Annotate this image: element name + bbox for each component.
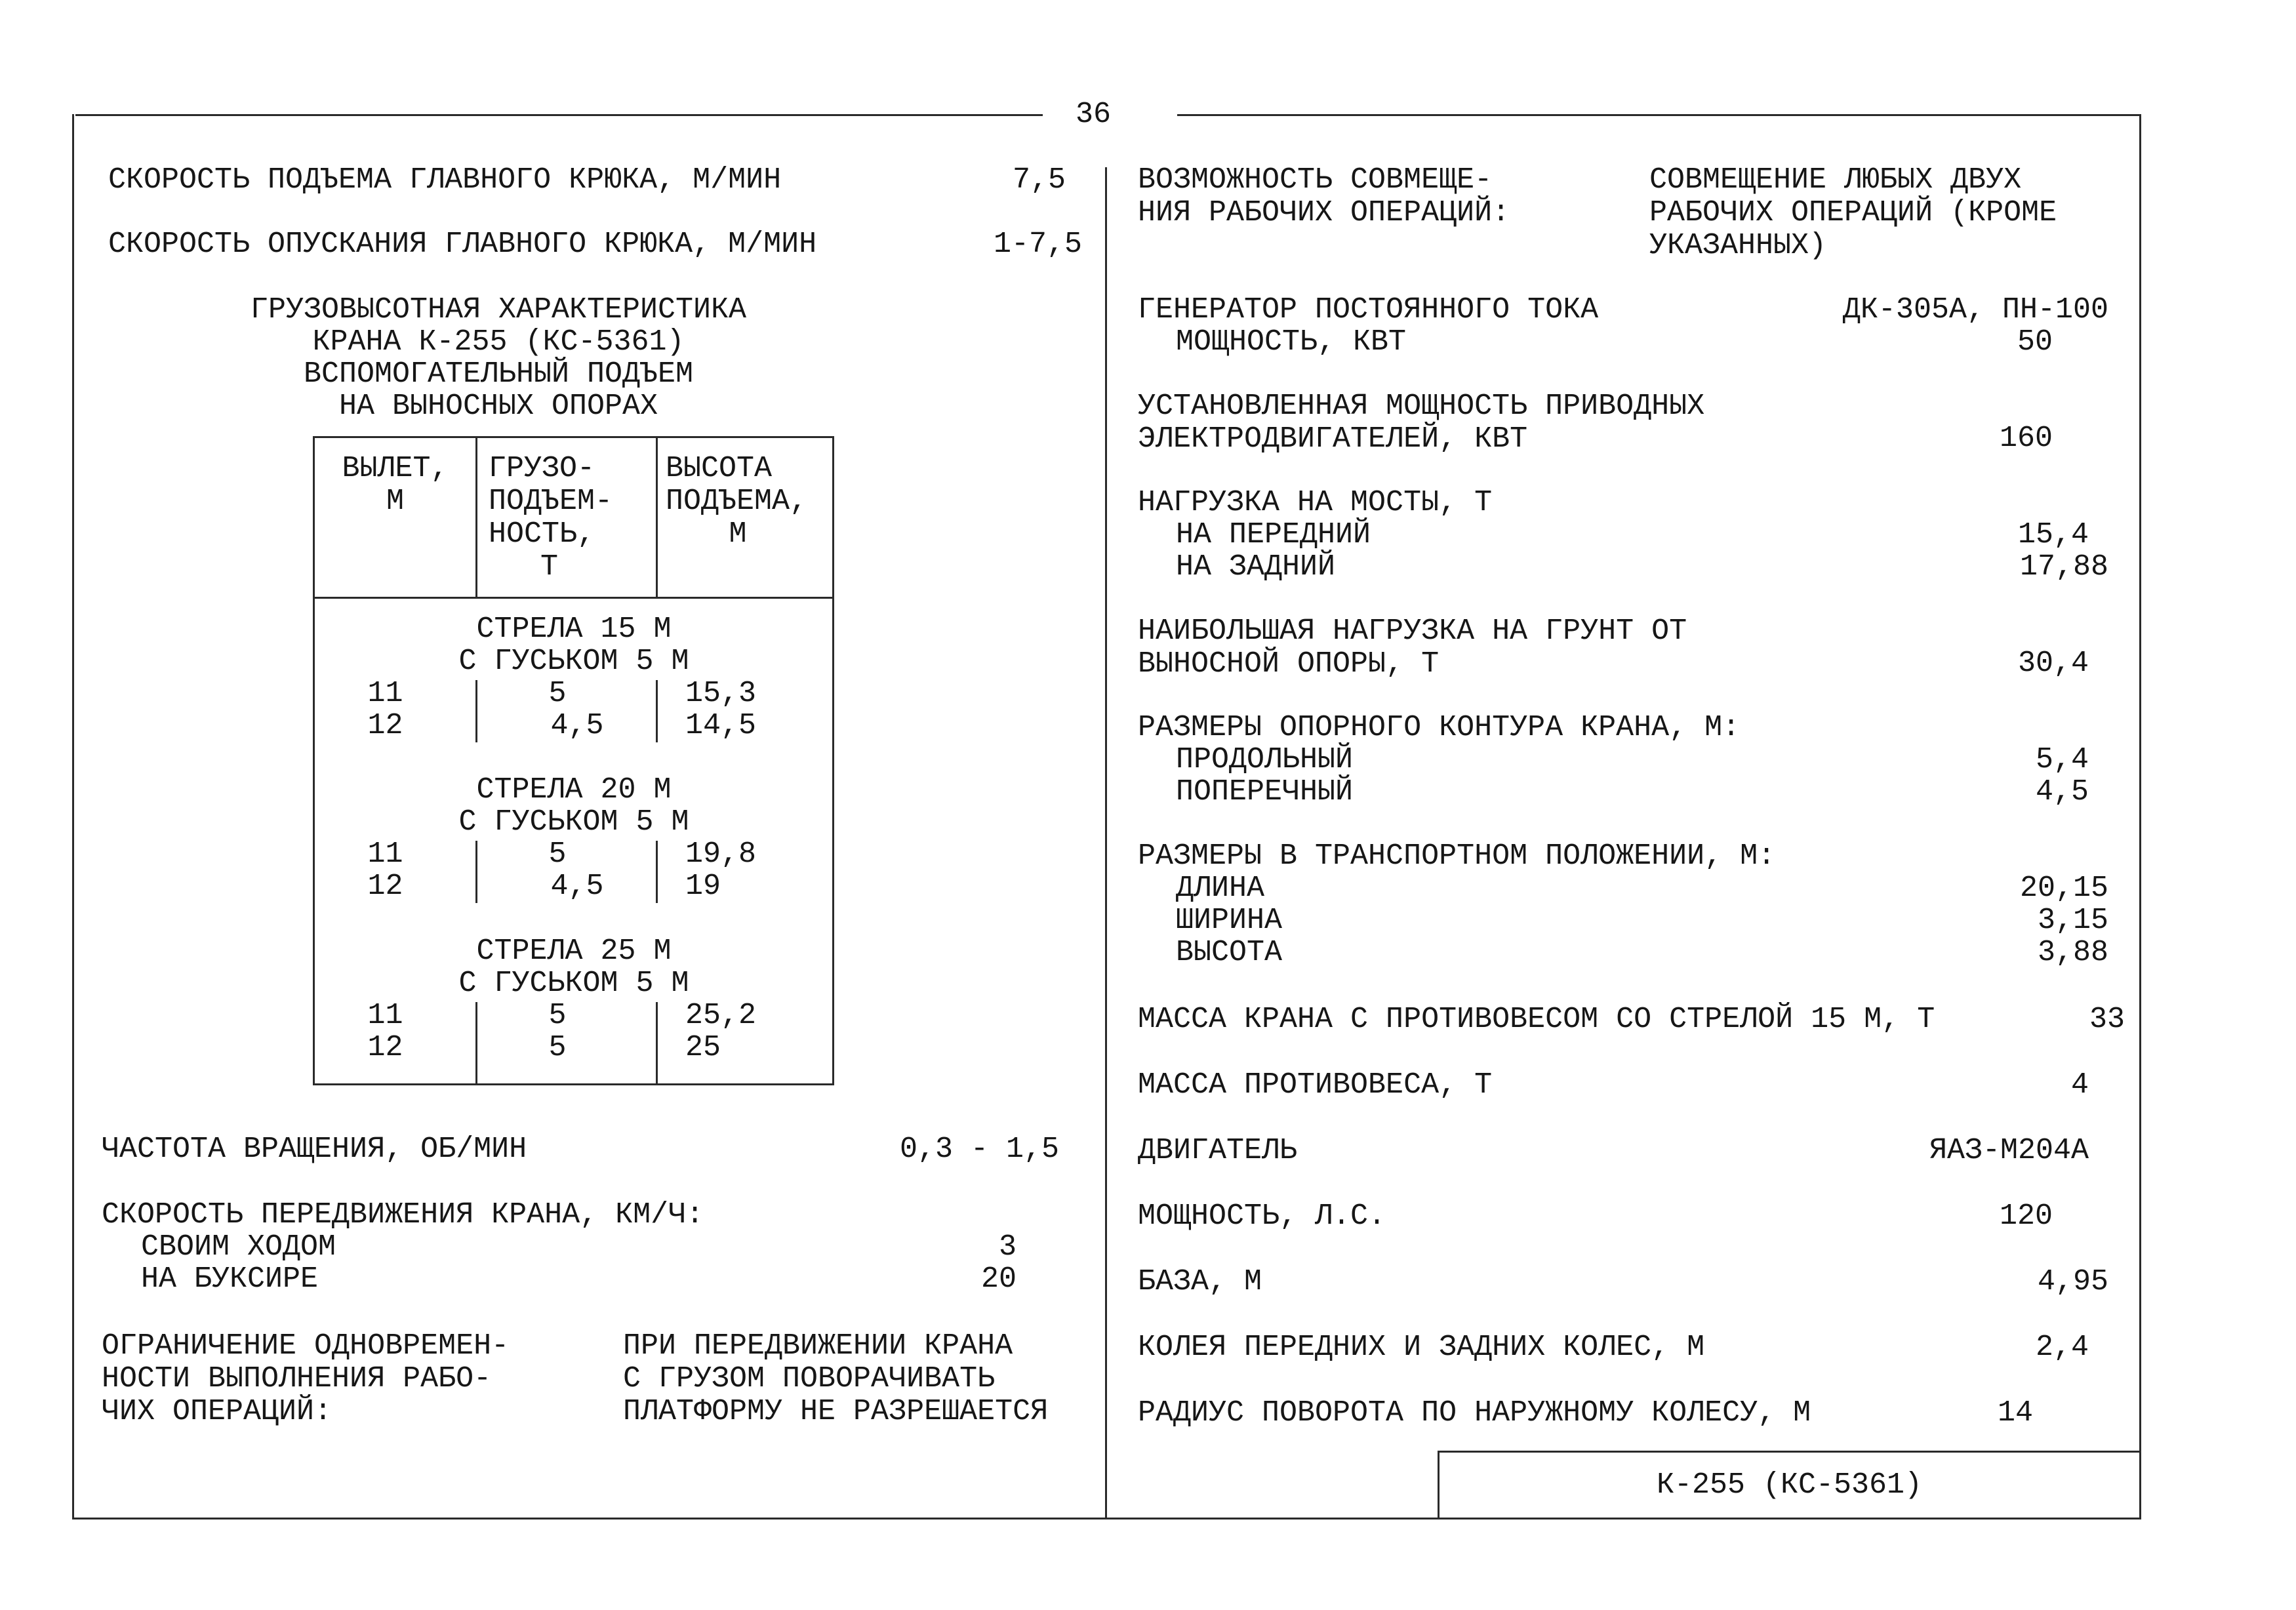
support-contour-item-value: 4,5 — [2035, 775, 2089, 809]
table-cell: 5 — [548, 1031, 567, 1064]
table-cell: 14,5 — [685, 709, 757, 742]
combination-value-line: РАБОЧИХ ОПЕРАЦИЙ (КРОМЕ — [1649, 196, 2057, 230]
combination-value — [1649, 164, 2057, 262]
table-cell: 11 — [367, 999, 403, 1032]
travel-speed-item-value: 20 — [980, 1262, 1017, 1296]
crane-mass-value: 33 — [2089, 1003, 2125, 1036]
restriction-value-line: ПРИ ПЕРЕДВИЖЕНИИ КРАНА — [623, 1329, 1013, 1363]
header-capacity-line: НОСТЬ, — [489, 517, 595, 551]
combination-value-line: СОВМЕЩЕНИЕ ЛЮБЫХ ДВУХ — [1649, 163, 2022, 197]
rotation-value: 0,3 - 1,5 — [899, 1133, 1059, 1166]
header-height — [666, 453, 833, 551]
boom-group-title: СТРЕЛА 20 М — [476, 773, 672, 807]
axle-load-item-value: 15,4 — [2017, 518, 2089, 552]
table-header-col-2 — [656, 436, 658, 598]
frame-top-right — [1177, 114, 2141, 116]
table-header-col-1 — [475, 436, 477, 598]
table-title-line-4: НА ВЫНОСНЫХ ОПОРАХ — [338, 390, 658, 423]
table-cell: 19 — [685, 870, 721, 903]
power-hp-label: МОЩНОСТЬ, Л.С. — [1138, 1199, 1386, 1233]
combination-value-line: УКАЗАННЫХ) — [1649, 229, 1827, 262]
power-hp-value: 120 — [1999, 1199, 2053, 1233]
restriction-value — [623, 1330, 1048, 1428]
axle-load-item-label: НА ПЕРЕДНИЙ — [1176, 518, 1371, 552]
header-capacity-line: Т — [540, 550, 558, 584]
group-1-col-1 — [475, 680, 477, 742]
table-cell: 11 — [367, 677, 403, 710]
installed-power-label-line: УСТАНОВЛЕННАЯ МОЩНОСТЬ ПРИВОДНЫХ — [1138, 390, 1705, 423]
support-contour-label: РАЗМЕРЫ ОПОРНОГО КОНТУРА КРАНА, М: — [1138, 711, 1741, 744]
turn-radius-value: 14 — [1997, 1396, 2033, 1430]
ground-load-value: 30,4 — [2017, 647, 2089, 680]
restriction-value-line: ПЛАТФОРМУ НЕ РАЗРЕШАЕТСЯ — [623, 1395, 1049, 1428]
header-height-line: ПОДЪЕМА, — [666, 485, 808, 518]
travel-speed-item-label: СВОИМ ХОДОМ — [141, 1230, 336, 1264]
ground-load-label-line: ВЫНОСНОЙ ОПОРЫ, Т — [1138, 647, 1440, 681]
table-title-line-2: КРАНА К-255 (КС-5361) — [312, 325, 685, 359]
restriction-label-line: ОГРАНИЧЕНИЕ ОДНОВРЕМЕН- — [102, 1329, 510, 1363]
installed-power-label-line: ЭЛЕКТРОДВИГАТЕЛЕЙ, КВТ — [1138, 422, 1528, 456]
transport-dims-item-value: 3,15 — [2037, 904, 2108, 937]
generator-value: ДК-305А, ПН-100 — [1842, 293, 2108, 327]
restriction-label-line: НОСТИ ВЫПОЛНЕНИЯ РАБО- — [102, 1362, 492, 1396]
ground-load-label-line: НАИБОЛЬШАЯ НАГРУЗКА НА ГРУНТ ОТ — [1138, 614, 1687, 648]
hook-speed-up-value: 7,5 — [1012, 163, 1066, 197]
hook-speed-down-label: СКОРОСТЬ ОПУСКАНИЯ ГЛАВНОГО КРЮКА, М/МИН — [108, 228, 817, 261]
table-cell: 5 — [548, 837, 567, 871]
boom-group-subtitle: С ГУСЬКОМ 5 М — [458, 645, 689, 678]
rotation-label: ЧАСТОТА ВРАЩЕНИЯ, ОБ/МИН — [102, 1133, 527, 1166]
transport-dims-item-label: ВЫСОТА — [1176, 936, 1283, 969]
group-3-col-2 — [656, 1002, 658, 1085]
frame-center-divider — [1105, 167, 1107, 1519]
hook-speed-up-label: СКОРОСТЬ ПОДЪЕМА ГЛАВНОГО КРЮКА, М/МИН — [108, 163, 782, 197]
page-number: 36 — [1076, 98, 1112, 131]
table-cell: 19,8 — [685, 837, 757, 871]
generator-label: ГЕНЕРАТОР ПОСТОЯННОГО ТОКА — [1138, 293, 1599, 327]
generator-power-label: МОЩНОСТЬ, КВТ — [1176, 325, 1407, 359]
track-value: 2,4 — [2035, 1331, 2089, 1364]
ground-load-label — [1138, 615, 1687, 681]
installed-power-value: 160 — [1999, 422, 2053, 455]
travel-speed-item-value: 3 — [998, 1230, 1017, 1264]
header-reach — [315, 453, 475, 518]
transport-dims-item-label: ДЛИНА — [1176, 872, 1265, 905]
header-reach-line: М — [386, 485, 404, 518]
header-reach-line: ВЫЛЕТ, — [342, 452, 449, 485]
generator-power-value: 50 — [2017, 325, 2053, 359]
table-cell: 12 — [367, 1031, 403, 1064]
table-cell: 4,5 — [550, 709, 604, 742]
header-capacity-line: ПОДЪЕМ- — [489, 485, 613, 518]
counterweight-mass-label: МАССА ПРОТИВОВЕСА, Т — [1138, 1068, 1493, 1102]
group-3-col-1 — [475, 1002, 477, 1085]
track-label: КОЛЕЯ ПЕРЕДНИХ И ЗАДНИХ КОЛЕС, М — [1138, 1331, 1705, 1364]
header-height-line: М — [729, 517, 747, 551]
table-cell: 4,5 — [550, 870, 604, 903]
group-2-col-1 — [475, 841, 477, 903]
transport-dims-item-value: 20,15 — [2019, 872, 2108, 905]
combination-label — [1138, 164, 1510, 230]
table-title-line-1: ГРУЗОВЫСОТНАЯ ХАРАКТЕРИСТИКА — [250, 293, 747, 327]
support-contour-item-label: ПРОДОЛЬНЫЙ — [1176, 743, 1354, 776]
title-block-text: К-255 (КС-5361) — [1656, 1468, 1923, 1502]
engine-label: ДВИГАТЕЛЬ — [1138, 1134, 1298, 1167]
crane-mass-label: МАССА КРАНА С ПРОТИВОВЕСОМ СО СТРЕЛОЙ 15 М, Т — [1138, 1003, 1935, 1036]
boom-group-subtitle: С ГУСЬКОМ 5 М — [458, 805, 689, 839]
transport-dims-item-value: 3,88 — [2037, 936, 2108, 969]
header-capacity — [489, 453, 653, 584]
frame-left — [72, 114, 74, 1519]
table-title-line-3: ВСПОМОГАТЕЛЬНЫЙ ПОДЪЕМ — [303, 357, 694, 391]
table-cell: 12 — [367, 709, 403, 742]
transport-dims-item-label: ШИРИНА — [1176, 904, 1283, 937]
support-contour-item-label: ПОПЕРЕЧНЫЙ — [1176, 775, 1354, 809]
axle-load-label: НАГРУЗКА НА МОСТЫ, Т — [1138, 486, 1493, 519]
table-cell: 25,2 — [685, 999, 757, 1032]
combination-label-line: НИЯ РАБОЧИХ ОПЕРАЦИЙ: — [1138, 196, 1510, 230]
boom-group-subtitle: С ГУСЬКОМ 5 М — [458, 967, 689, 1000]
header-height-line: ВЫСОТА — [666, 452, 773, 485]
group-1-col-2 — [656, 680, 658, 742]
support-contour-item-value: 5,4 — [2035, 743, 2089, 776]
restriction-label — [102, 1330, 509, 1428]
restriction-label-line: ЧИХ ОПЕРАЦИЙ: — [102, 1395, 332, 1428]
engine-value: ЯАЗ-М204А — [1929, 1134, 2089, 1167]
table-cell: 15,3 — [685, 677, 757, 710]
travel-speed-item-label: НА БУКСИРЕ — [141, 1262, 319, 1296]
wheelbase-label: БАЗА, М — [1138, 1265, 1262, 1298]
axle-load-item-value: 17,88 — [2019, 550, 2108, 584]
table-cell: 11 — [367, 837, 403, 871]
frame-top-left — [75, 114, 1043, 116]
table-header-divider — [313, 597, 834, 599]
table-cell: 5 — [548, 999, 567, 1032]
axle-load-item-label: НА ЗАДНИЙ — [1176, 550, 1336, 584]
restriction-value-line: С ГРУЗОМ ПОВОРАЧИВАТЬ — [623, 1362, 996, 1396]
boom-group-title: СТРЕЛА 15 М — [476, 613, 672, 646]
table-cell: 12 — [367, 870, 403, 903]
header-capacity-line: ГРУЗО- — [489, 452, 595, 485]
combination-label-line: ВОЗМОЖНОСТЬ СОВМЕЩЕ- — [1138, 163, 1493, 197]
hook-speed-down-value: 1-7,5 — [993, 228, 1082, 261]
transport-dims-label: РАЗМЕРЫ В ТРАНСПОРТНОМ ПОЛОЖЕНИИ, М: — [1138, 839, 1776, 873]
turn-radius-label: РАДИУС ПОВОРОТА ПО НАРУЖНОМУ КОЛЕСУ, М — [1138, 1396, 1811, 1430]
group-2-col-2 — [656, 841, 658, 903]
table-cell: 25 — [685, 1031, 721, 1064]
wheelbase-value: 4,95 — [2037, 1265, 2108, 1298]
counterweight-mass-value: 4 — [2070, 1068, 2089, 1102]
installed-power-label — [1138, 390, 1704, 456]
boom-group-title: СТРЕЛА 25 М — [476, 935, 672, 968]
table-cell: 5 — [548, 677, 567, 710]
frame-right — [2139, 114, 2141, 1519]
travel-speed-label: СКОРОСТЬ ПЕРЕДВИЖЕНИЯ КРАНА, КМ/Ч: — [102, 1198, 704, 1232]
